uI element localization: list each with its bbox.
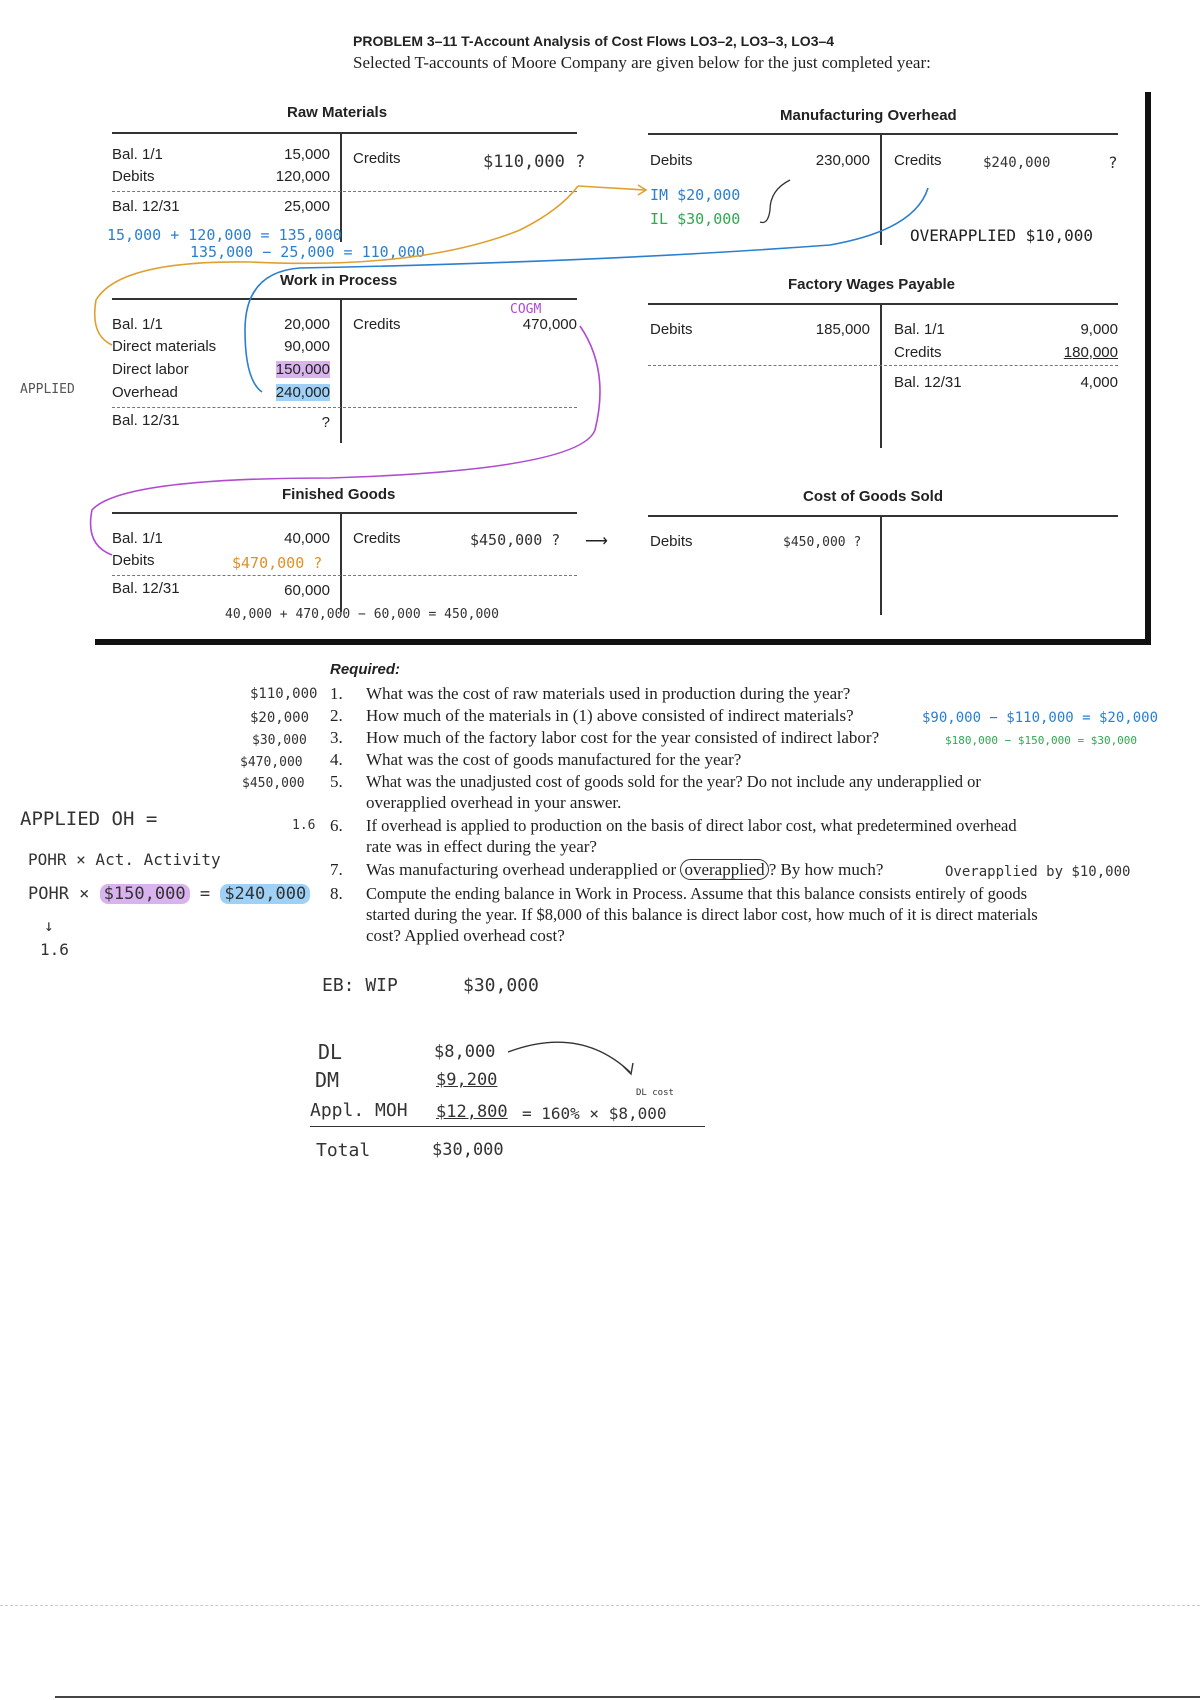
flow-lines bbox=[0, 0, 1200, 700]
work-dl-cost-note: DL cost bbox=[636, 1088, 674, 1098]
arrow-fg-to-cogs-icon: ⟶ bbox=[585, 533, 608, 550]
side-applied-oh: APPLIED OH = bbox=[20, 808, 158, 830]
wip-cogm-note: COGM bbox=[510, 302, 542, 317]
fwp-end-value: 4,000 bbox=[1080, 374, 1118, 391]
side-eq: = bbox=[199, 884, 211, 904]
work-dm-amount: $9,200 bbox=[436, 1070, 498, 1090]
q5-number: 5. bbox=[330, 772, 343, 791]
q3-number: 3. bbox=[330, 728, 343, 747]
fg-bal-label: Bal. 1/1 bbox=[112, 530, 163, 547]
q4-number: 4. bbox=[330, 750, 343, 769]
problem-title: PROBLEM 3–11 T-Account Analysis of Cost Flows LO3–2, LO3–3, LO3–4 bbox=[353, 33, 835, 49]
wip-applied-note: APPLIED bbox=[20, 382, 75, 397]
cogs-debits-handwritten: $450,000 ? bbox=[783, 535, 862, 550]
rm-bal-label: Bal. 1/1 bbox=[112, 146, 163, 163]
fwp-debits-value: 185,000 bbox=[815, 321, 870, 338]
fg-bal-value: 40,000 bbox=[284, 530, 330, 547]
q8-text-2: started during the year. If $8,000 of this balance is direct labor cost, how much of it is direct materials bbox=[366, 905, 1038, 924]
wip-credits-label: Credits bbox=[353, 316, 401, 333]
work-dm-label: DM bbox=[315, 1068, 340, 1092]
moh-credits-handwritten: $240,000 bbox=[983, 155, 1051, 171]
q5-answer: $450,000 bbox=[242, 776, 305, 791]
fwp-credits-label: Credits bbox=[894, 344, 942, 361]
problem-subtitle: Selected T-accounts of Moore Company are given below for the just completed year: bbox=[353, 53, 931, 72]
work-moh-calc: = 160% × $8,000 bbox=[522, 1104, 667, 1123]
fg-credits-handwritten: $450,000 ? bbox=[470, 531, 561, 549]
side-oh-amount: $240,000 bbox=[220, 884, 310, 904]
moh-credits-label: Credits bbox=[894, 152, 942, 169]
wip-dl-value-text: 150,000 bbox=[275, 361, 330, 378]
wip-dm-value: 90,000 bbox=[284, 338, 330, 355]
rm-credits-handwritten: $110,000 ? bbox=[483, 152, 586, 172]
cogs-debits-label: Debits bbox=[650, 533, 693, 550]
work-eb-amount: $30,000 bbox=[463, 975, 539, 996]
q6-number: 6. bbox=[330, 816, 343, 835]
side-pohr-line: POHR × Act. Activity bbox=[28, 850, 221, 869]
rm-end-value: 25,000 bbox=[284, 198, 330, 215]
wip-credits-value: 470,000 bbox=[522, 316, 577, 333]
q7-text-a: Was manufacturing overhead underapplied or bbox=[366, 860, 681, 879]
work-arrow-icon bbox=[500, 1030, 660, 1090]
q1-answer: $110,000 bbox=[250, 686, 318, 702]
q8-number: 8. bbox=[330, 884, 343, 903]
page-bottom-rule bbox=[55, 1696, 1200, 1698]
q6-text-2: rate was in effect during the year? bbox=[366, 837, 597, 856]
wip-dm-label: Direct materials bbox=[112, 338, 217, 355]
q1-number: 1. bbox=[330, 684, 343, 703]
raw-materials-title: Raw Materials bbox=[287, 104, 388, 121]
fwp-debits-label: Debits bbox=[650, 321, 693, 338]
q4-text: What was the cost of goods manufactured for the year? bbox=[366, 750, 742, 769]
q8-text: Compute the ending balance in Work in Process. Assume that this balance consists entirely of goods bbox=[366, 884, 1027, 903]
moh-debits-label: Debits bbox=[650, 152, 693, 169]
moh-overapplied-note: OVERAPPLIED $10,000 bbox=[910, 226, 1094, 245]
q7-note: Overapplied by $10,000 bbox=[945, 864, 1131, 880]
work-eb-label: EB: WIP bbox=[322, 975, 398, 996]
q7-text bbox=[366, 860, 883, 880]
fwp-bal-label: Bal. 1/1 bbox=[894, 321, 945, 338]
page-faint-rule bbox=[0, 1605, 1200, 1606]
q3-text: How much of the factory labor cost for the year consisted of indirect labor? bbox=[366, 728, 880, 747]
side-pohr-calc bbox=[28, 884, 310, 904]
fg-handwritten-calc: 40,000 + 470,000 − 60,000 = 450,000 bbox=[225, 607, 499, 622]
q2-number: 2. bbox=[330, 706, 343, 725]
q8-text-3: cost? Applied overhead cost? bbox=[366, 926, 565, 945]
q3-answer: $30,000 bbox=[252, 733, 307, 748]
fg-credits-label: Credits bbox=[353, 530, 401, 547]
rm-handwritten-calc-2: 135,000 − 25,000 = 110,000 bbox=[190, 243, 425, 261]
rm-bal-value: 15,000 bbox=[284, 146, 330, 163]
q1-text: What was the cost of raw materials used in production during the year? bbox=[366, 684, 851, 703]
factory-wages-title: Factory Wages Payable bbox=[788, 276, 956, 293]
wip-title: Work in Process bbox=[280, 272, 398, 289]
wip-oh-value-text: 240,000 bbox=[275, 384, 330, 401]
fwp-bal-value: 9,000 bbox=[1080, 321, 1118, 338]
side-dl-amount: $150,000 bbox=[100, 884, 190, 904]
q6-answer: 1.6 bbox=[292, 818, 316, 833]
wip-end-value: ? bbox=[321, 414, 330, 431]
rm-debits-value: 120,000 bbox=[275, 168, 330, 185]
moh-debits-value: 230,000 bbox=[815, 152, 870, 169]
q2-answer: $20,000 bbox=[250, 710, 310, 726]
q2-text: How much of the materials in (1) above consisted of indirect materials? bbox=[366, 706, 854, 725]
side-arrow-icon: ↓ bbox=[44, 916, 54, 935]
rm-credits-label: Credits bbox=[353, 150, 401, 167]
wip-end-label: Bal. 12/31 bbox=[112, 412, 180, 429]
work-total-rule bbox=[310, 1126, 705, 1127]
wip-bal-label: Bal. 1/1 bbox=[112, 316, 163, 333]
wip-dl-label: Direct labor bbox=[112, 361, 189, 378]
rm-debits-label: Debits bbox=[112, 168, 155, 185]
q2-note: $90,000 − $110,000 = $20,000 bbox=[922, 710, 1159, 726]
q6-text: If overhead is applied to production on the basis of direct labor cost, what predetermined overhead bbox=[366, 816, 1017, 835]
side-pohr: POHR × bbox=[28, 884, 90, 904]
fg-debits-label: Debits bbox=[112, 552, 155, 569]
q4-answer: $470,000 bbox=[240, 755, 303, 770]
q3-note: $180,000 − $150,000 = $30,000 bbox=[945, 734, 1138, 747]
moh-credits-question: ? bbox=[1108, 153, 1118, 172]
q7-text-circled: overapplied bbox=[680, 859, 768, 880]
required-label: Required: bbox=[330, 661, 401, 678]
rm-handwritten-calc-1: 15,000 + 120,000 = 135,000 bbox=[107, 226, 342, 244]
work-dl-label: DL bbox=[318, 1040, 343, 1064]
moh-indirect-labor: IL $30,000 bbox=[650, 210, 741, 228]
wip-oh-label: Overhead bbox=[112, 384, 178, 401]
work-dl-amount: $8,000 bbox=[434, 1042, 496, 1062]
q5-text-2: overapplied overhead in your answer. bbox=[366, 793, 622, 812]
rm-end-label: Bal. 12/31 bbox=[112, 198, 180, 215]
work-total-label: Total bbox=[316, 1140, 371, 1161]
fg-end-label: Bal. 12/31 bbox=[112, 580, 180, 597]
wip-bal-value: 20,000 bbox=[284, 316, 330, 333]
fg-debits-text: $470,000 ? bbox=[232, 554, 323, 572]
side-rate: 1.6 bbox=[40, 940, 69, 959]
q7-number: 7. bbox=[330, 860, 343, 879]
q7-text-c: ? By how much? bbox=[768, 860, 884, 879]
fwp-credits-value: 180,000 bbox=[1063, 344, 1118, 361]
work-total-amount: $30,000 bbox=[432, 1140, 504, 1160]
fwp-end-label: Bal. 12/31 bbox=[894, 374, 962, 391]
moh-indirect-materials: IM $20,000 bbox=[650, 186, 741, 204]
work-moh-amount: $12,800 bbox=[436, 1102, 508, 1122]
cogs-title: Cost of Goods Sold bbox=[803, 488, 943, 505]
q5-text: What was the unadjusted cost of goods sold for the year? Do not include any underapplied or bbox=[366, 772, 981, 791]
work-moh-label: Appl. MOH bbox=[310, 1100, 408, 1121]
finished-goods-title: Finished Goods bbox=[282, 486, 396, 503]
mfg-overhead-title: Manufacturing Overhead bbox=[780, 107, 957, 124]
fg-end-value: 60,000 bbox=[284, 582, 330, 599]
